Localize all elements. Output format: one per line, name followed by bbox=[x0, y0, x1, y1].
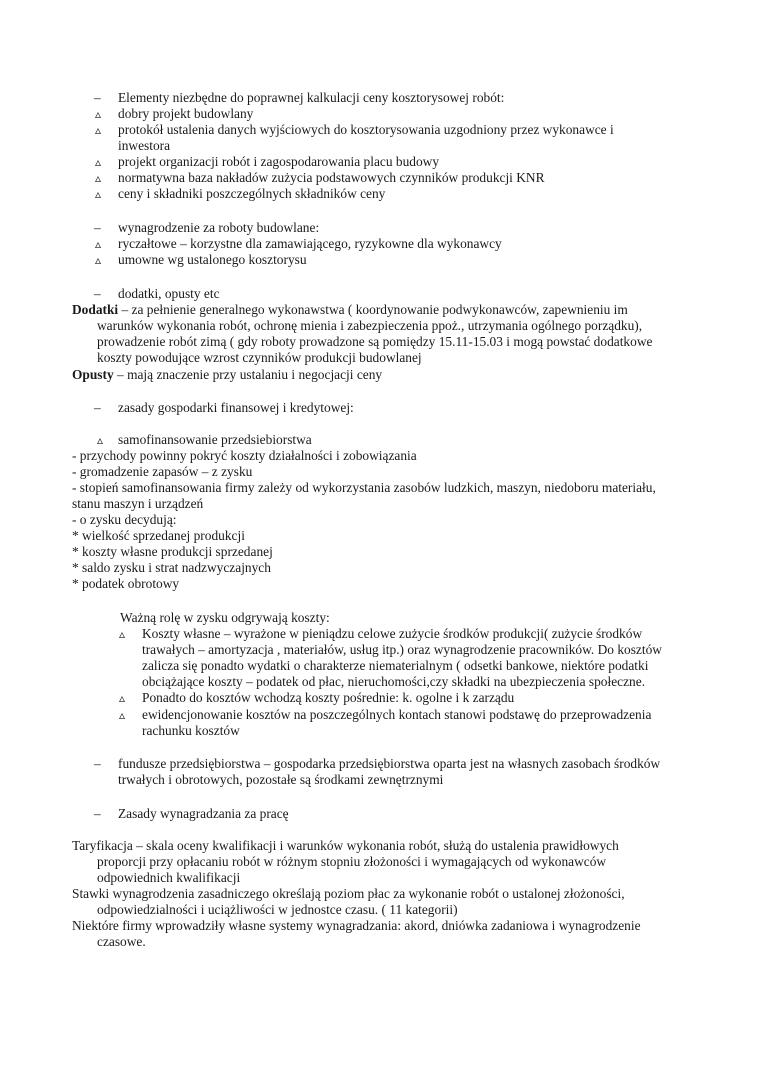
list-item: normatywna baza nakładów zużycia podstawowych czynników produkcji KNR bbox=[118, 170, 545, 185]
text-line: * koszty własne produkcji sprzedanej bbox=[72, 544, 273, 559]
text-line: * saldo zysku i strat nadzwyczajnych bbox=[72, 560, 271, 575]
paragraph-text: – za pełnienie generalnego wykonawstwa ( koordynowanie podwykonawców, zapewnieniu im bbox=[118, 302, 628, 317]
paragraph-dodatki bbox=[72, 302, 628, 318]
text-line: * wielkość sprzedanej produkcji bbox=[72, 528, 245, 543]
paragraph-stawki: Stawki wynagrodzenia zasadniczego określają poziom płac za wykonanie robót o ustalonej złożoności, bbox=[72, 886, 625, 901]
list-heading-continuation: trwałych i obrotowych, pozostałe są środkami zewnętrznymi bbox=[118, 772, 444, 787]
list-item: Koszty własne – wyrażone w pieniądzu celowe zużycie środków produkcji( zużycie środków bbox=[142, 626, 643, 641]
list-item: ryczałtowe – korzystne dla zamawiającego, ryzykowne dla wykonawcy bbox=[118, 236, 502, 251]
dash-marker: – bbox=[94, 756, 101, 771]
text-line: - stopień samofinansowania firmy zależy od wykorzystania zasobów ludzkich, maszyn, niedoboru materiału, bbox=[72, 480, 656, 495]
paragraph-text: – mają znaczenie przy ustalaniu i negocjacji ceny bbox=[113, 367, 383, 382]
list-item: samofinansowanie przedsiebiorstwa bbox=[118, 432, 312, 447]
paragraph-systemy: Niektóre firmy wprowadziły własne systemy wynagradzania: akord, dniówka zadaniowa i wynagrodzenie bbox=[72, 918, 641, 933]
list-heading: dodatki, opusty etc bbox=[118, 286, 220, 301]
list-heading: fundusze przedsiębiorstwa – gospodarka przedsiębiorstwa oparta jest na własnych zasobach środków bbox=[118, 756, 661, 771]
dash-marker: – bbox=[94, 90, 101, 105]
triangle-bullet-icon: ▵ bbox=[95, 123, 102, 137]
subheading: Ważną rolę w zysku odgrywają koszty: bbox=[120, 610, 330, 625]
paragraph-continuation: czasowe. bbox=[97, 934, 146, 949]
dash-marker: – bbox=[94, 220, 101, 235]
text-line: - gromadzenie zapasów – z zysku bbox=[72, 464, 253, 479]
dash-marker: – bbox=[94, 286, 101, 301]
list-item-continuation: zalicza się ponadto wydatki o charakterze niematerialnym ( odsetki bankowe, niektóre podatki bbox=[142, 658, 649, 673]
list-heading: Elementy niezbędne do poprawnej kalkulacji ceny kosztorysowej robót: bbox=[118, 90, 505, 105]
list-item-continuation: rachunku kosztów bbox=[142, 723, 240, 738]
list-heading: wynagrodzenie za roboty budowlane: bbox=[118, 220, 320, 235]
triangle-bullet-icon: ▵ bbox=[119, 627, 126, 641]
term-dodatki: Dodatki bbox=[72, 302, 119, 317]
triangle-bullet-icon: ▵ bbox=[119, 708, 126, 722]
list-item: ewidencjonowanie kosztów na poszczególnych kontach stanowi podstawę do przeprowadzenia bbox=[142, 707, 652, 722]
triangle-bullet-icon: ▵ bbox=[95, 253, 102, 267]
paragraph-continuation: proporcji przy opłacaniu robót w różnym stopniu złożoności i wymagających od wykonawców bbox=[97, 854, 607, 869]
text-line: stanu maszyn i urządzeń bbox=[72, 496, 204, 511]
text-line: - o zysku decydują: bbox=[72, 512, 177, 527]
list-item-continuation: inwestora bbox=[118, 138, 171, 153]
triangle-bullet-icon: ▵ bbox=[119, 691, 126, 705]
dash-marker: – bbox=[94, 806, 101, 821]
dash-marker: – bbox=[94, 400, 101, 415]
list-item: Ponadto do kosztów wchodzą koszty pośrednie: k. ogolne i k zarządu bbox=[142, 690, 515, 705]
paragraph-continuation: warunków wykonania robót, ochronę mienia i zabezpieczenia ppoż., utrzymania ogólnego porządku), bbox=[97, 318, 643, 333]
list-item-continuation: obciążające koszty – podatek od płac, nieruchomości,czy składki na ubezpieczenia społeczne. bbox=[142, 674, 646, 689]
list-item: protokół ustalenia danych wyjściowych do kosztorysowania uzgodniony przez wykonawce i bbox=[118, 122, 614, 137]
triangle-bullet-icon: ▵ bbox=[97, 433, 104, 447]
paragraph-continuation: odpowiedzialności i uciążliwości w jednostce czasu. ( 11 kategorii) bbox=[97, 902, 458, 917]
list-item: ceny i składniki poszczególnych składników ceny bbox=[118, 186, 386, 201]
triangle-bullet-icon: ▵ bbox=[95, 171, 102, 185]
triangle-bullet-icon: ▵ bbox=[95, 155, 102, 169]
term-opusty: Opusty bbox=[72, 367, 114, 382]
triangle-bullet-icon: ▵ bbox=[95, 107, 102, 121]
list-item: umowne wg ustalonego kosztorysu bbox=[118, 252, 307, 267]
text-line: - przychody powinny pokryć koszty działalności i zobowiązania bbox=[72, 448, 417, 463]
triangle-bullet-icon: ▵ bbox=[95, 237, 102, 251]
list-item-continuation: trawałych – amortyzacja , materiałów, usług itp.) oraz wynagrodzenie pracowników. Do kosztów bbox=[142, 642, 662, 657]
paragraph-taryfikacja: Taryfikacja – skala oceny kwalifikacji i warunków wykonania robót, służą do ustalenia prawidłowych bbox=[72, 838, 619, 853]
text-line: * podatek obrotowy bbox=[72, 576, 180, 591]
paragraph-continuation: prowadzenie robót zimą ( gdy roboty prowadzone są pomiędzy 15.11-15.03 i mogą powstać dodatkowe bbox=[97, 334, 653, 349]
list-item: dobry projekt budowlany bbox=[118, 106, 254, 121]
list-heading: zasady gospodarki finansowej i kredytowej: bbox=[118, 400, 354, 415]
list-heading: Zasady wynagradzania za pracę bbox=[118, 806, 289, 821]
list-item: projekt organizacji robót i zagospodarowania placu budowy bbox=[118, 154, 440, 169]
triangle-bullet-icon: ▵ bbox=[95, 187, 102, 201]
paragraph-continuation: koszty powodujące wzrost czynników produkcji budowlanej bbox=[97, 350, 422, 365]
paragraph-opusty bbox=[72, 367, 382, 383]
paragraph-continuation: odpowiednich kwalifikacji bbox=[97, 870, 241, 885]
